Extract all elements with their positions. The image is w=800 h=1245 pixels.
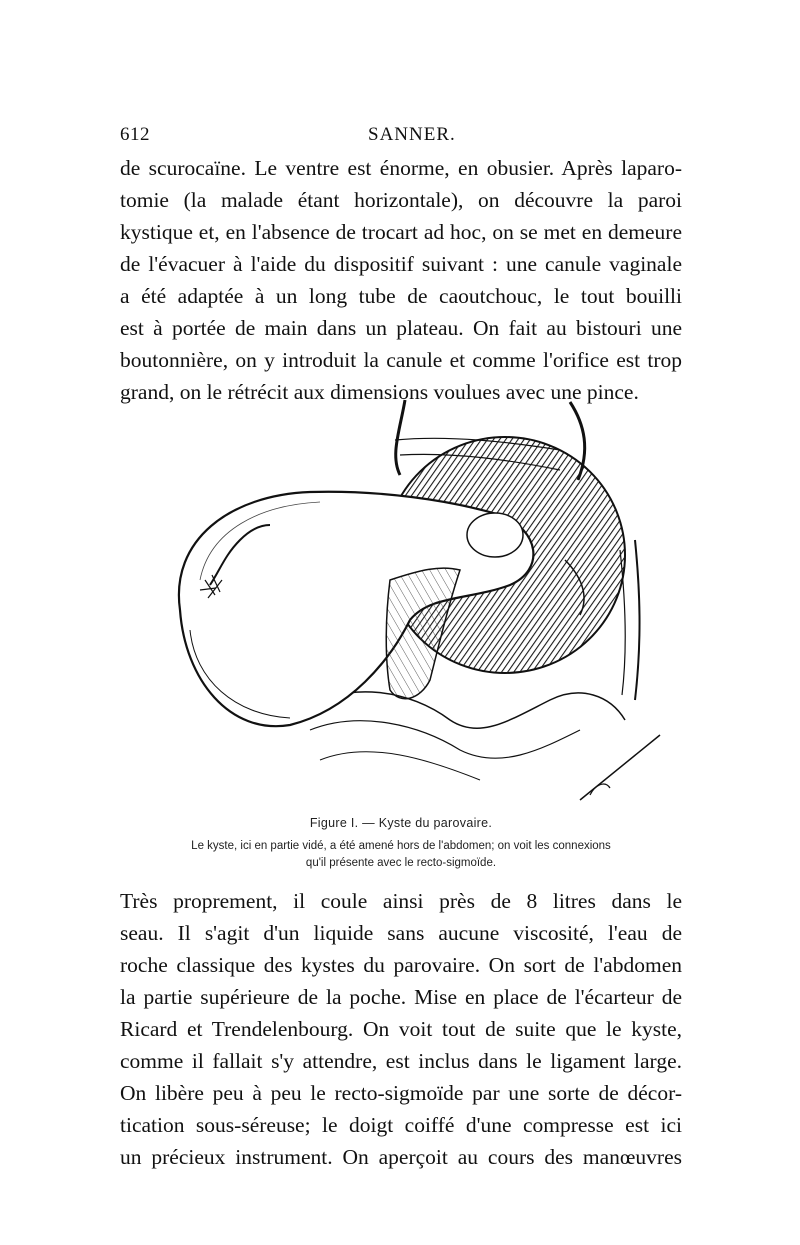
text-line: boutonnière, on y introduit la canule et comme l'orifice est trop xyxy=(120,348,682,372)
figure-title: Figure I. — Kyste du parovaire. xyxy=(309,816,493,830)
tube-end-shape xyxy=(467,513,523,557)
paragraph-bottom xyxy=(120,885,682,1173)
instrument-tip-line xyxy=(590,784,610,795)
text-line: est à portée de main dans un plateau. On fait au bistouri une xyxy=(120,316,682,340)
paragraph-top xyxy=(120,152,682,408)
text-line: tication sous-séreuse; le doigt coiffé d'une compresse est ici xyxy=(120,1113,682,1137)
figure-legend-line: Le kyste, ici en partie vidé, a été amené hors de l'abdomen; on voit les connexions xyxy=(191,840,611,852)
text-line: de scurocaïne. Le ventre est énorme, en obusier. Après laparo- xyxy=(120,156,682,180)
intestine-fold-line xyxy=(320,752,480,780)
anatomical-engraving xyxy=(150,380,670,810)
figure-legend xyxy=(120,838,682,872)
text-line: comme il fallait s'y attendre, est inclus dans le ligament large. xyxy=(120,1049,682,1073)
text-line: la partie supérieure de la poche. Mise en place de l'écarteur de xyxy=(120,985,682,1009)
instrument-line xyxy=(580,735,660,800)
text-line: roche classique des kystes du parovaire. On sort de l'abdomen xyxy=(120,953,682,977)
text-line: Très proprement, il coule ainsi près de 8 litres dans le xyxy=(120,889,682,913)
text-line: grand, on le rétrécit aux dimensions voulues avec une pince. xyxy=(120,380,639,404)
cyst-illustration xyxy=(150,380,670,810)
retractor-side-line xyxy=(635,540,640,700)
running-head xyxy=(120,124,682,148)
text-line: tomie (la malade étant horizontale), on découvre la paroi xyxy=(120,188,682,212)
text-line: a été adaptée à un long tube de caoutchouc, le tout bouilli xyxy=(120,284,682,308)
page-number: 612 xyxy=(120,124,150,145)
text-line: kystique et, en l'absence de trocart ad hoc, on se met en demeure xyxy=(120,220,682,244)
running-title: SANNER. xyxy=(368,124,456,145)
text-line: Ricard et Trendelenbourg. On voit tout de suite que le kyste, xyxy=(120,1017,682,1041)
figure-legend-line: qu'il présente avec le recto-sigmoïde. xyxy=(305,857,497,869)
text-line: un précieux instrument. On aperçoit au cours des manœuvres xyxy=(120,1145,682,1169)
text-line: On libère peu à peu le recto-sigmoïde par une sorte de décor- xyxy=(120,1081,682,1105)
text-line: de l'évacuer à l'aide du dispositif suivant : une canule vaginale xyxy=(120,252,682,276)
retractor-left-line xyxy=(396,400,405,475)
text-line: seau. Il s'agit d'un liquide sans aucune viscosité, l'eau de xyxy=(120,921,682,945)
